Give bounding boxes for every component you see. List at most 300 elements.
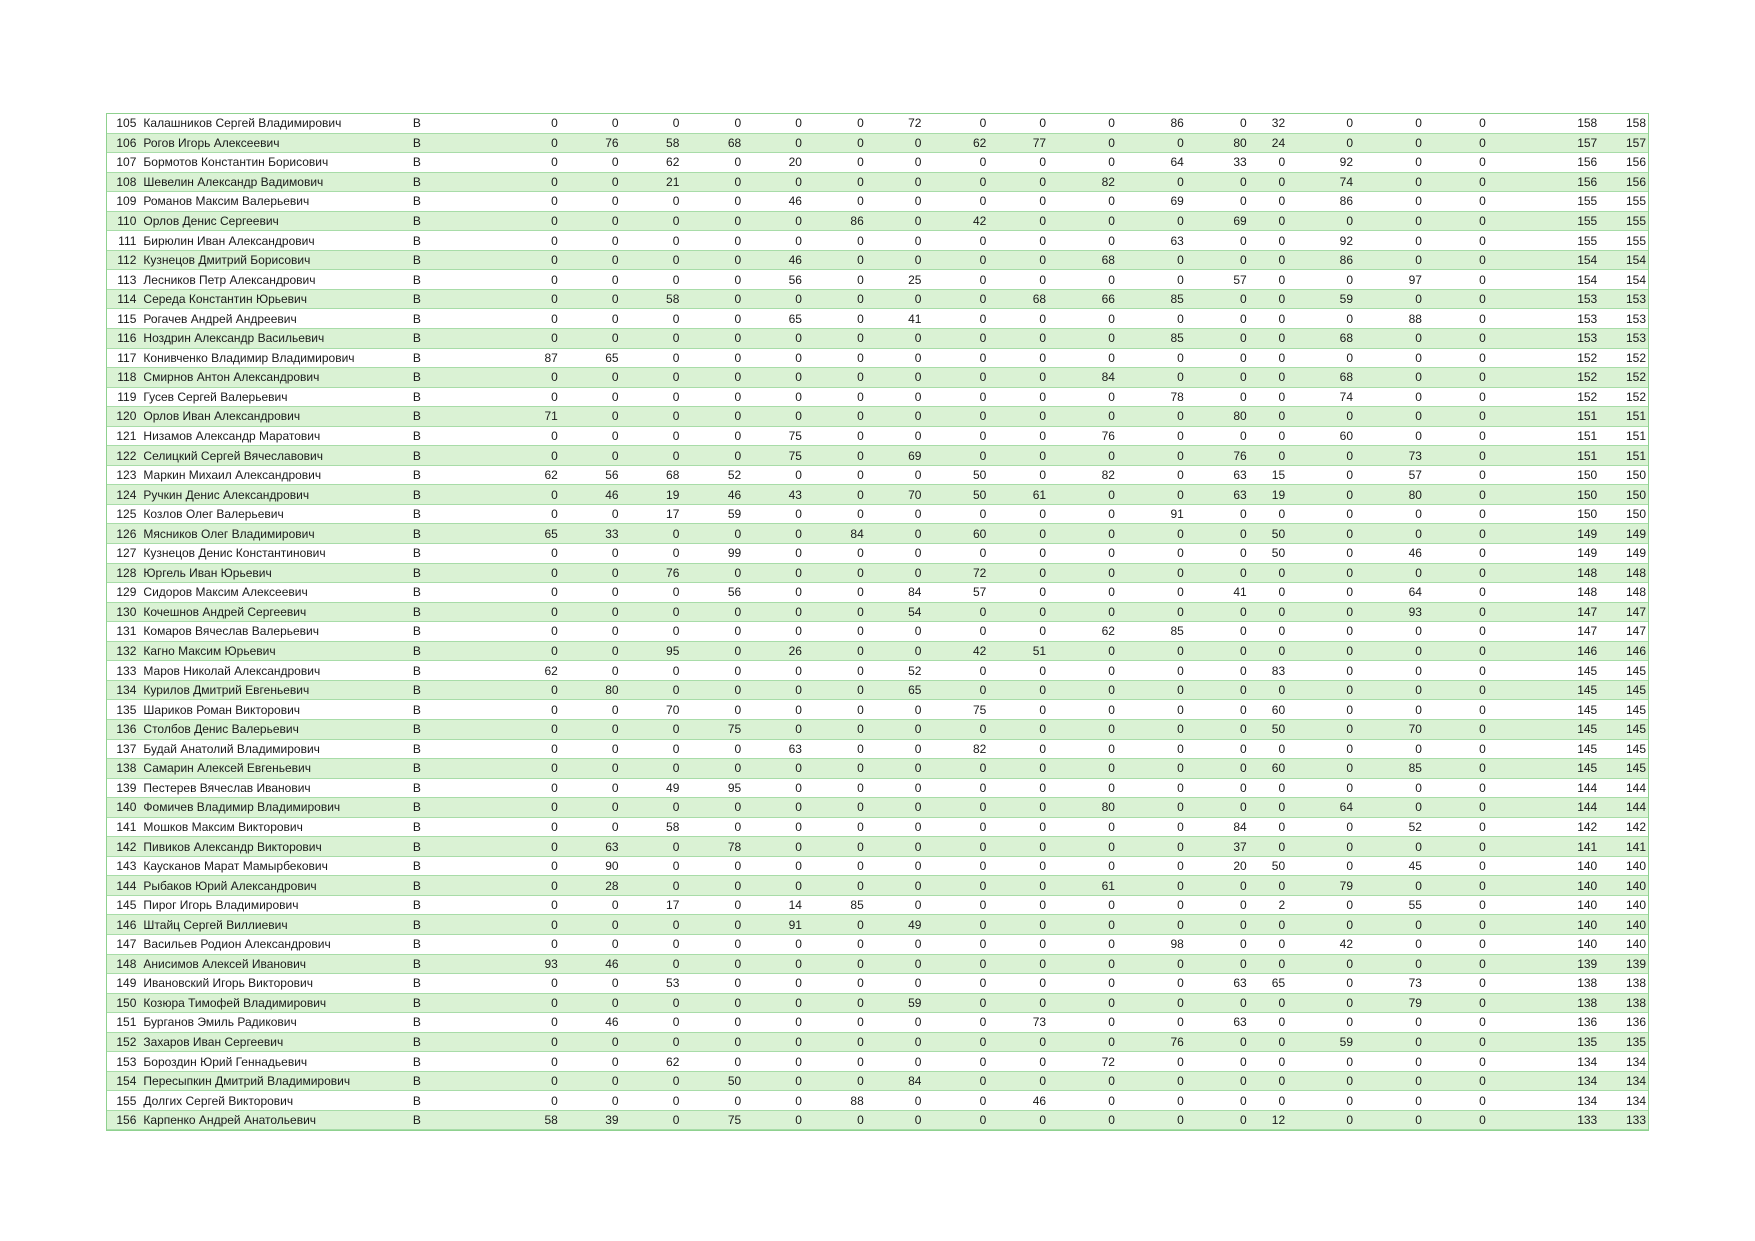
row-number: 132 [107, 641, 139, 661]
score-cell: 0 [1285, 622, 1353, 642]
score-cell: 0 [802, 544, 864, 564]
score-cell: 0 [1046, 387, 1115, 407]
score-cell: 70 [864, 485, 922, 505]
score-cell: 79 [1285, 876, 1353, 896]
score-cell: 0 [864, 798, 922, 818]
participant-name: Курилов Дмитрий Евгеньевич [139, 680, 406, 700]
participant-name: Козюра Тимофей Владимирович [139, 993, 406, 1013]
category-cell: В [407, 465, 486, 485]
score-cell: 0 [986, 1110, 1046, 1130]
score-cell: 0 [486, 1071, 558, 1091]
score-cell: 0 [679, 876, 741, 896]
score-cell: 0 [486, 172, 558, 192]
score-cell: 0 [864, 1091, 922, 1111]
final-total-cell: 154 [1599, 270, 1648, 290]
score-cell: 0 [1184, 1110, 1247, 1130]
score-cell: 0 [558, 231, 619, 251]
score-cell: 0 [558, 172, 619, 192]
score-cell: 0 [1184, 680, 1247, 700]
score-cell: 0 [486, 934, 558, 954]
score-cell: 0 [558, 153, 619, 173]
score-cell: 0 [558, 700, 619, 720]
score-cell: 0 [741, 798, 802, 818]
category-cell: В [407, 837, 486, 857]
score-cell: 0 [802, 739, 864, 759]
score-cell: 39 [558, 1110, 619, 1130]
score-cell: 0 [741, 1032, 802, 1052]
score-cell: 0 [1353, 368, 1422, 388]
score-cell: 63 [1184, 1013, 1247, 1033]
score-cell: 86 [802, 211, 864, 231]
score-cell: 0 [1422, 289, 1486, 309]
score-cell: 0 [619, 622, 680, 642]
score-cell: 0 [986, 329, 1046, 349]
score-cell: 0 [921, 954, 986, 974]
total-cell: 140 [1486, 915, 1599, 935]
score-cell: 0 [921, 1032, 986, 1052]
score-cell: 0 [1247, 1071, 1285, 1091]
score-cell: 0 [802, 915, 864, 935]
table-row [107, 778, 1648, 798]
score-cell: 0 [1046, 602, 1115, 622]
score-cell: 0 [1046, 837, 1115, 857]
final-total-cell: 140 [1599, 915, 1648, 935]
total-cell: 140 [1486, 895, 1599, 915]
score-cell: 0 [864, 387, 922, 407]
score-cell: 0 [679, 602, 741, 622]
score-cell: 0 [921, 680, 986, 700]
score-cell: 0 [1285, 680, 1353, 700]
score-cell: 0 [1115, 1013, 1184, 1033]
participant-name: Юргель Иван Юрьевич [139, 563, 406, 583]
score-cell: 57 [1353, 465, 1422, 485]
score-cell: 80 [1353, 485, 1422, 505]
score-cell: 0 [921, 329, 986, 349]
score-cell: 0 [1115, 1052, 1184, 1072]
score-cell: 0 [1247, 778, 1285, 798]
category-cell: В [407, 700, 486, 720]
score-cell: 0 [1115, 895, 1184, 915]
category-cell: В [407, 1110, 486, 1130]
score-cell: 0 [1353, 387, 1422, 407]
score-cell: 0 [1184, 1032, 1247, 1052]
score-cell: 0 [1247, 387, 1285, 407]
score-cell: 0 [921, 798, 986, 818]
row-number: 125 [107, 504, 139, 524]
total-cell: 134 [1486, 1052, 1599, 1072]
score-cell: 0 [558, 1052, 619, 1072]
score-cell: 0 [741, 465, 802, 485]
category-cell: В [407, 368, 486, 388]
score-cell: 0 [802, 954, 864, 974]
score-cell: 0 [741, 211, 802, 231]
score-cell: 0 [1285, 974, 1353, 994]
total-cell: 134 [1486, 1091, 1599, 1111]
score-cell: 0 [741, 563, 802, 583]
score-cell: 0 [1184, 524, 1247, 544]
score-cell: 0 [619, 993, 680, 1013]
score-cell: 0 [1285, 817, 1353, 837]
score-cell: 0 [1046, 934, 1115, 954]
score-cell: 61 [986, 485, 1046, 505]
score-cell: 0 [1115, 1110, 1184, 1130]
total-cell: 158 [1486, 114, 1599, 133]
score-cell: 0 [1247, 250, 1285, 270]
score-cell: 0 [619, 661, 680, 681]
total-cell: 152 [1486, 348, 1599, 368]
row-number: 113 [107, 270, 139, 290]
score-cell: 52 [679, 465, 741, 485]
score-cell: 0 [802, 856, 864, 876]
score-cell: 0 [741, 1013, 802, 1033]
score-cell: 0 [1247, 368, 1285, 388]
score-cell: 0 [1184, 250, 1247, 270]
score-cell: 80 [558, 680, 619, 700]
table-row [107, 661, 1648, 681]
score-cell: 0 [486, 270, 558, 290]
score-cell: 59 [1285, 1032, 1353, 1052]
score-cell: 93 [486, 954, 558, 974]
participant-name: Калашников Сергей Владимирович [139, 114, 406, 133]
score-cell: 0 [1353, 1091, 1422, 1111]
score-cell: 63 [1184, 465, 1247, 485]
score-cell: 0 [1353, 231, 1422, 251]
results-table [107, 114, 1648, 1130]
score-cell: 72 [1046, 1052, 1115, 1072]
category-cell: В [407, 407, 486, 427]
score-cell: 73 [1353, 446, 1422, 466]
score-cell: 0 [986, 544, 1046, 564]
score-cell: 0 [802, 172, 864, 192]
score-cell: 0 [558, 739, 619, 759]
score-cell: 0 [1353, 700, 1422, 720]
row-number: 123 [107, 465, 139, 485]
score-cell: 0 [1247, 798, 1285, 818]
final-total-cell: 147 [1599, 622, 1648, 642]
score-cell: 0 [1247, 817, 1285, 837]
score-cell: 0 [486, 192, 558, 212]
score-cell: 0 [1247, 680, 1285, 700]
participant-name: Захаров Иван Сергеевич [139, 1032, 406, 1052]
score-cell: 0 [802, 778, 864, 798]
score-cell: 0 [921, 778, 986, 798]
score-cell: 82 [1046, 465, 1115, 485]
score-cell: 0 [619, 856, 680, 876]
score-cell: 17 [619, 504, 680, 524]
score-cell: 46 [558, 1013, 619, 1033]
score-cell: 0 [1422, 1052, 1486, 1072]
score-cell: 60 [921, 524, 986, 544]
score-cell: 80 [1184, 133, 1247, 153]
row-number: 135 [107, 700, 139, 720]
final-total-cell: 147 [1599, 602, 1648, 622]
score-cell: 0 [1285, 133, 1353, 153]
score-cell: 0 [1115, 680, 1184, 700]
score-cell: 0 [1115, 602, 1184, 622]
score-cell: 0 [1046, 504, 1115, 524]
score-cell: 0 [864, 544, 922, 564]
score-cell: 0 [1184, 329, 1247, 349]
score-cell: 0 [986, 250, 1046, 270]
score-cell: 0 [1046, 817, 1115, 837]
score-cell: 61 [1046, 876, 1115, 896]
score-cell: 46 [679, 485, 741, 505]
score-cell: 80 [1184, 407, 1247, 427]
score-cell: 0 [921, 504, 986, 524]
score-cell: 0 [1247, 407, 1285, 427]
score-cell: 0 [864, 778, 922, 798]
score-cell: 0 [986, 856, 1046, 876]
score-cell: 0 [986, 465, 1046, 485]
score-cell: 20 [741, 153, 802, 173]
score-cell: 0 [1046, 211, 1115, 231]
score-cell: 0 [679, 934, 741, 954]
category-cell: В [407, 524, 486, 544]
score-cell: 0 [802, 485, 864, 505]
final-total-cell: 144 [1599, 778, 1648, 798]
score-cell: 0 [741, 759, 802, 779]
score-cell: 0 [558, 329, 619, 349]
score-cell: 0 [679, 974, 741, 994]
score-cell: 0 [921, 934, 986, 954]
score-cell: 0 [558, 270, 619, 290]
score-cell: 0 [1115, 544, 1184, 564]
total-cell: 153 [1486, 289, 1599, 309]
score-cell: 0 [986, 524, 1046, 544]
score-cell: 24 [1247, 133, 1285, 153]
score-cell: 63 [1115, 231, 1184, 251]
score-cell: 0 [921, 407, 986, 427]
score-cell: 0 [486, 798, 558, 818]
score-cell: 0 [802, 1013, 864, 1033]
score-cell: 50 [1247, 719, 1285, 739]
score-cell: 0 [1353, 133, 1422, 153]
score-cell: 85 [1115, 289, 1184, 309]
row-number: 145 [107, 895, 139, 915]
score-cell: 0 [1285, 641, 1353, 661]
score-cell: 0 [921, 1110, 986, 1130]
total-cell: 152 [1486, 368, 1599, 388]
score-cell: 0 [619, 231, 680, 251]
table-row [107, 426, 1648, 446]
score-cell: 0 [679, 798, 741, 818]
score-cell: 0 [1422, 309, 1486, 329]
score-cell: 0 [741, 974, 802, 994]
score-cell: 0 [619, 739, 680, 759]
score-cell: 0 [1353, 329, 1422, 349]
final-total-cell: 155 [1599, 192, 1648, 212]
participant-name: Смирнов Антон Александрович [139, 368, 406, 388]
score-cell: 0 [1184, 368, 1247, 388]
score-cell: 0 [1285, 1110, 1353, 1130]
score-cell: 0 [1353, 1013, 1422, 1033]
row-number: 111 [107, 231, 139, 251]
score-cell: 0 [921, 719, 986, 739]
participant-name: Шевелин Александр Вадимович [139, 172, 406, 192]
row-number: 117 [107, 348, 139, 368]
total-cell: 147 [1486, 622, 1599, 642]
score-cell: 0 [986, 1032, 1046, 1052]
score-cell: 0 [679, 680, 741, 700]
score-cell: 0 [1285, 661, 1353, 681]
participant-name: Ивановский Игорь Викторович [139, 974, 406, 994]
score-cell: 0 [1285, 114, 1353, 133]
score-cell: 0 [1115, 250, 1184, 270]
score-cell: 0 [558, 426, 619, 446]
row-number: 116 [107, 329, 139, 349]
score-cell: 0 [486, 114, 558, 133]
participant-name: Васильев Родион Александрович [139, 934, 406, 954]
score-cell: 0 [1353, 661, 1422, 681]
score-cell: 0 [679, 915, 741, 935]
score-cell: 0 [1422, 524, 1486, 544]
score-cell: 0 [558, 289, 619, 309]
score-cell: 0 [1353, 680, 1422, 700]
score-cell: 0 [1422, 504, 1486, 524]
score-cell: 0 [864, 817, 922, 837]
score-cell: 0 [1184, 1091, 1247, 1111]
score-cell: 0 [679, 329, 741, 349]
participant-name: Романов Максим Валерьевич [139, 192, 406, 212]
score-cell: 0 [619, 915, 680, 935]
total-cell: 155 [1486, 211, 1599, 231]
score-cell: 68 [679, 133, 741, 153]
score-cell: 0 [1422, 876, 1486, 896]
score-cell: 0 [1115, 856, 1184, 876]
score-cell: 0 [619, 719, 680, 739]
score-cell: 0 [802, 759, 864, 779]
score-cell: 0 [1285, 407, 1353, 427]
score-cell: 0 [679, 895, 741, 915]
participant-name: Штайц Сергей Виллиевич [139, 915, 406, 935]
score-cell: 0 [1115, 524, 1184, 544]
score-cell: 87 [486, 348, 558, 368]
total-cell: 140 [1486, 934, 1599, 954]
row-number: 149 [107, 974, 139, 994]
table-row [107, 231, 1648, 251]
score-cell: 0 [1046, 700, 1115, 720]
score-cell: 53 [619, 974, 680, 994]
score-cell: 0 [1184, 192, 1247, 212]
score-cell: 0 [921, 993, 986, 1013]
score-cell: 64 [1115, 153, 1184, 173]
score-cell: 0 [1422, 778, 1486, 798]
final-total-cell: 153 [1599, 309, 1648, 329]
score-cell: 46 [558, 954, 619, 974]
score-cell: 0 [1353, 504, 1422, 524]
score-cell: 0 [1422, 407, 1486, 427]
category-cell: В [407, 954, 486, 974]
total-cell: 149 [1486, 524, 1599, 544]
score-cell: 0 [1422, 700, 1486, 720]
participant-name: Кузнецов Денис Константинович [139, 544, 406, 564]
score-cell: 0 [1353, 524, 1422, 544]
score-cell: 0 [1353, 739, 1422, 759]
score-cell: 0 [1353, 192, 1422, 212]
score-cell: 41 [1184, 583, 1247, 603]
score-cell: 76 [558, 133, 619, 153]
score-cell: 68 [1285, 329, 1353, 349]
score-cell: 0 [1422, 1013, 1486, 1033]
score-cell: 0 [1115, 563, 1184, 583]
score-cell: 0 [741, 114, 802, 133]
total-cell: 144 [1486, 778, 1599, 798]
score-cell: 0 [679, 759, 741, 779]
final-total-cell: 148 [1599, 563, 1648, 583]
score-cell: 0 [679, 192, 741, 212]
score-cell: 0 [986, 153, 1046, 173]
score-cell: 76 [1115, 1032, 1184, 1052]
category-cell: В [407, 1032, 486, 1052]
table-row [107, 641, 1648, 661]
score-cell: 0 [1353, 954, 1422, 974]
final-total-cell: 140 [1599, 876, 1648, 896]
score-cell: 0 [864, 504, 922, 524]
score-cell: 0 [864, 1032, 922, 1052]
total-cell: 144 [1486, 798, 1599, 818]
score-cell: 60 [1247, 759, 1285, 779]
score-cell: 66 [1046, 289, 1115, 309]
score-cell: 0 [1115, 446, 1184, 466]
row-number: 148 [107, 954, 139, 974]
score-cell: 0 [986, 192, 1046, 212]
score-cell: 68 [1046, 250, 1115, 270]
score-cell: 62 [486, 465, 558, 485]
score-cell: 25 [864, 270, 922, 290]
score-cell: 0 [1247, 1032, 1285, 1052]
score-cell: 68 [619, 465, 680, 485]
category-cell: В [407, 993, 486, 1013]
score-cell: 65 [741, 309, 802, 329]
score-cell: 0 [486, 1032, 558, 1052]
score-cell: 0 [802, 602, 864, 622]
score-cell: 65 [558, 348, 619, 368]
score-cell: 0 [1422, 231, 1486, 251]
score-cell: 95 [679, 778, 741, 798]
row-number: 130 [107, 602, 139, 622]
total-cell: 141 [1486, 837, 1599, 857]
score-cell: 71 [486, 407, 558, 427]
row-number: 147 [107, 934, 139, 954]
score-cell: 95 [619, 641, 680, 661]
table-row [107, 680, 1648, 700]
score-cell: 85 [1115, 329, 1184, 349]
score-cell: 0 [1115, 270, 1184, 290]
score-cell: 32 [1247, 114, 1285, 133]
row-number: 156 [107, 1110, 139, 1130]
category-cell: В [407, 114, 486, 133]
score-cell: 0 [1184, 544, 1247, 564]
score-cell: 0 [558, 211, 619, 231]
total-cell: 152 [1486, 387, 1599, 407]
final-total-cell: 151 [1599, 446, 1648, 466]
score-cell: 0 [741, 719, 802, 739]
score-cell: 0 [1247, 504, 1285, 524]
participant-name: Орлов Денис Сергеевич [139, 211, 406, 231]
score-cell: 0 [864, 211, 922, 231]
score-cell: 0 [1247, 837, 1285, 857]
score-cell: 0 [1353, 1032, 1422, 1052]
score-cell: 75 [921, 700, 986, 720]
score-cell: 12 [1247, 1110, 1285, 1130]
score-cell: 52 [864, 661, 922, 681]
score-cell: 0 [486, 446, 558, 466]
score-cell: 0 [486, 622, 558, 642]
score-cell: 0 [619, 954, 680, 974]
row-number: 109 [107, 192, 139, 212]
score-cell: 0 [1353, 622, 1422, 642]
score-cell: 0 [986, 895, 1046, 915]
